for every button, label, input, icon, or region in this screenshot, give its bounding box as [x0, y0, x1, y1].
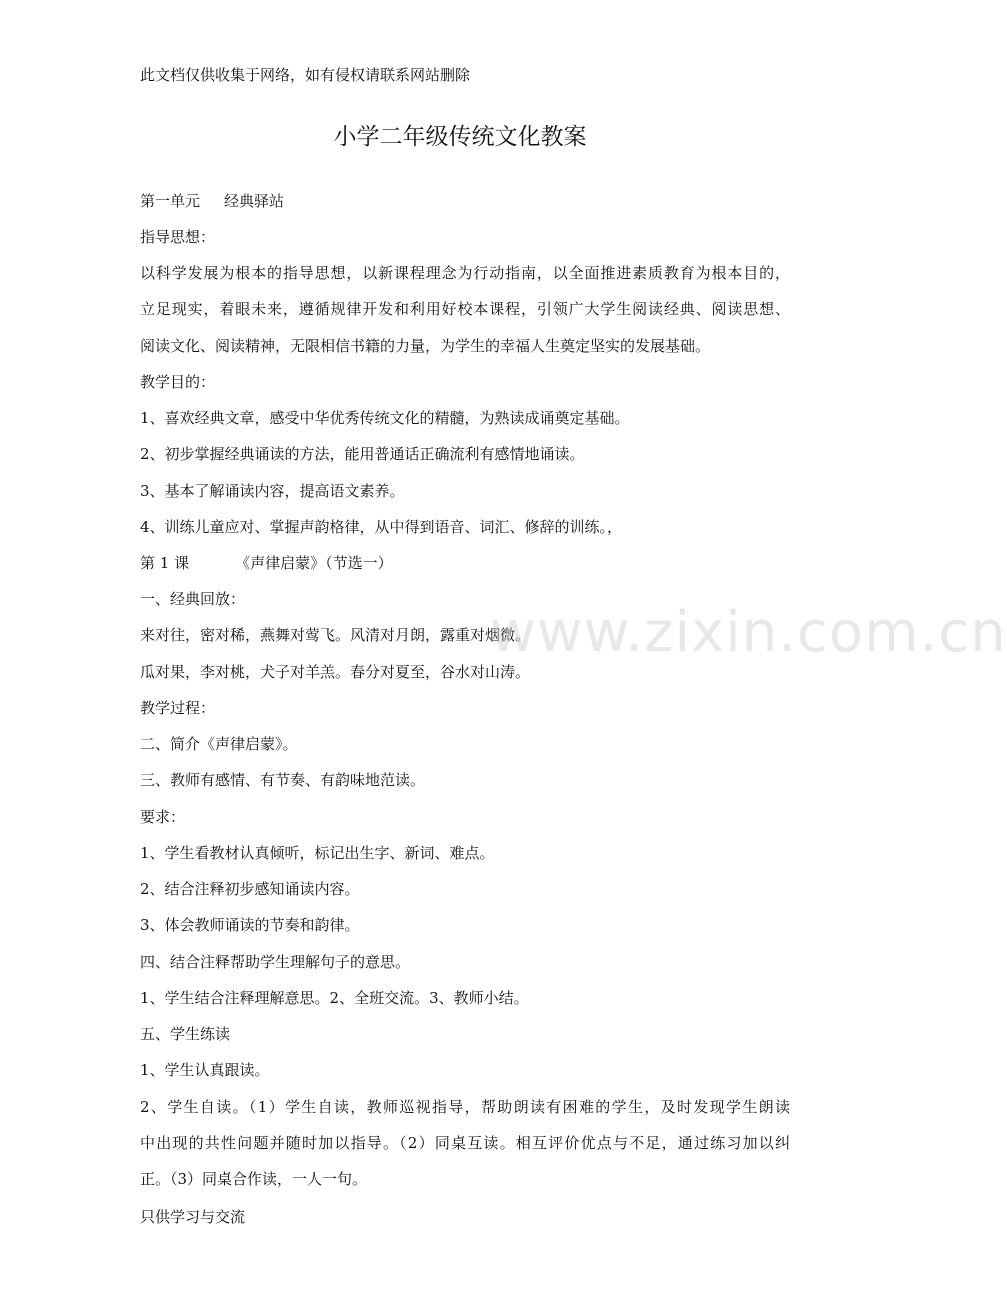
step-4: 四、结合注释帮助学生理解句子的意思。 — [140, 953, 411, 971]
guiding-label: 指导思想： — [140, 228, 216, 246]
process-label: 教学过程： — [140, 699, 216, 717]
review-label: 一、经典回放： — [140, 590, 246, 608]
unit-heading — [140, 190, 790, 212]
step-5: 五、学生练读 — [140, 1025, 231, 1043]
guiding-line: 阅读文化、阅读精神，无限相信书籍的力量，为学生的幸福人生奠定坚实的发展基础。 — [140, 337, 711, 355]
lesson-name: 《声律启蒙》（节选一） — [235, 554, 393, 572]
step-4-detail: 1、学生结合注释理解意思。2、全班交流。3、教师小结。 — [140, 989, 529, 1007]
goals-label: 教学目的： — [140, 373, 216, 391]
step-5-item: 正。（3）同桌合作读，一人一句。 — [140, 1170, 368, 1188]
header-note: 此文档仅供收集于网络，如有侵权请联系网站删除 — [140, 66, 471, 84]
goal-item: 1、喜欢经典文章，感受中华优秀传统文化的精髓，为熟读成诵奠定基础。 — [140, 409, 630, 427]
step-5-item: 2、学生自读。（1）学生自读，教师巡视指导，帮助朗读有困难的学生，及时发现学生朗读 — [140, 1098, 790, 1116]
guiding-line: 立足现实，着眼未来，遵循规律开发和利用好校本课程，引领广大学生阅读经典、阅读思想、 — [140, 300, 790, 318]
lesson-label: 第 1 课 — [140, 554, 190, 572]
unit-label: 第一单元 — [140, 192, 201, 210]
step-3: 三、教师有感情、有节奏、有韵味地范读。 — [140, 771, 426, 789]
goal-item: 4、训练儿童应对、掌握声韵格律，从中得到语音、词汇、修辞的训练。， — [140, 518, 623, 536]
lesson-heading — [140, 552, 790, 574]
watermark: www.zixin.com.cn — [490, 600, 1007, 665]
document-title: 小学二年级传统文化教案 — [333, 124, 587, 150]
step-5-item: 中出现的共性问题并随时加以指导。（2）同桌互读。相互评价优点与不足，通过练习加以纠 — [140, 1134, 790, 1152]
verse-line: 来对往，密对稀，燕舞对莺飞。风清对月朗，露重对烟微。 — [140, 626, 531, 644]
verse-line: 瓜对果，李对桃，犬子对羊羔。春分对夏至，谷水对山涛。 — [140, 663, 531, 681]
goal-item: 2、初步掌握经典诵读的方法，能用普通话正确流利有感情地诵读。 — [140, 445, 585, 463]
unit-name: 经典驿站 — [224, 192, 285, 210]
requirement-item: 3、体会教师诵读的节奏和韵律。 — [140, 916, 360, 934]
requirements-label: 要求： — [140, 808, 186, 826]
requirement-item: 2、结合注释初步感知诵读内容。 — [140, 880, 360, 898]
guiding-line: 以科学发展为根本的指导思想，以新课程理念为行动指南，以全面推进素质教育为根本目的， — [140, 264, 790, 282]
goal-item: 3、基本了解诵读内容，提高语文素养。 — [140, 482, 405, 500]
requirement-item: 1、学生看教材认真倾听，标记出生字、新词、难点。 — [140, 844, 495, 862]
step-2: 二、简介《声律启蒙》。 — [140, 735, 298, 753]
step-5-item: 1、学生认真跟读。 — [140, 1061, 270, 1079]
footer-note: 只供学习与交流 — [140, 1208, 246, 1226]
